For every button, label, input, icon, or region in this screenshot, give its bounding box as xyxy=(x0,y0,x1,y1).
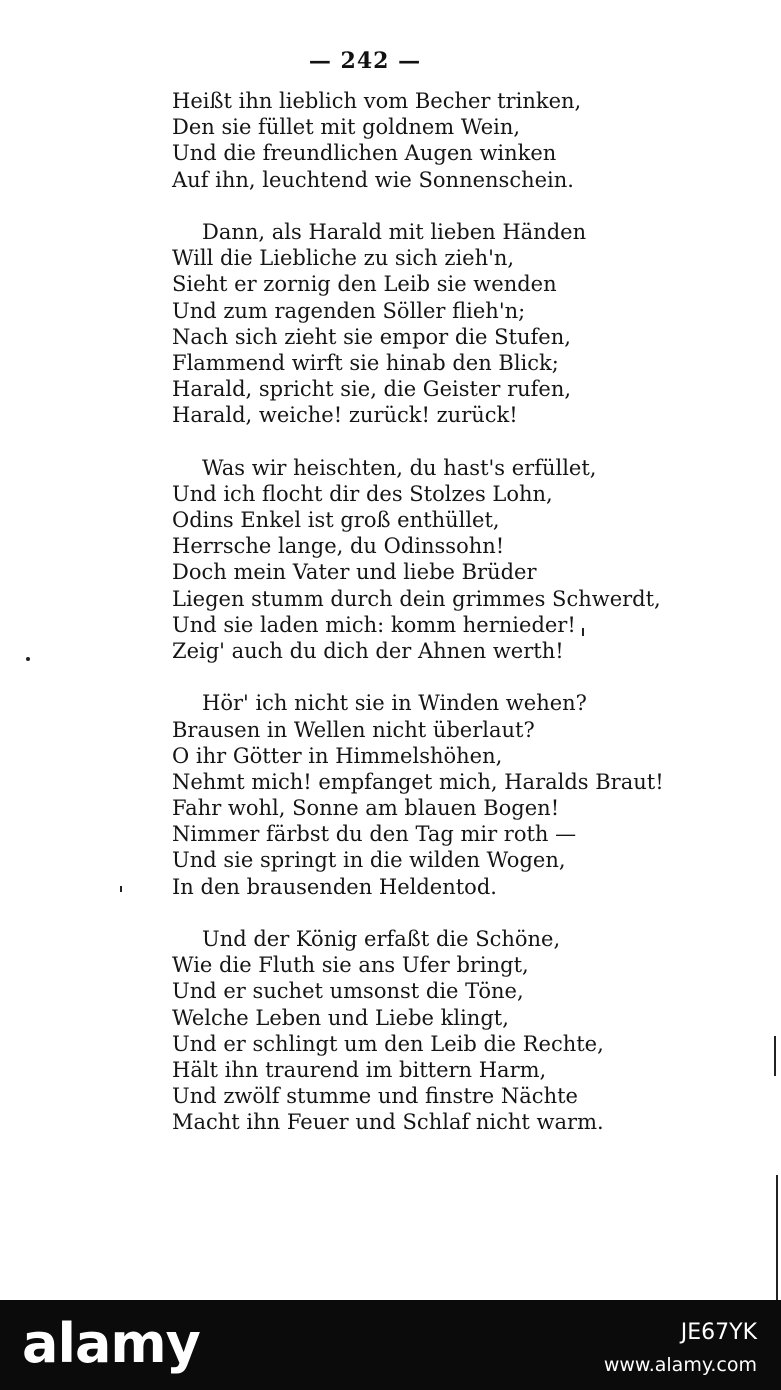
poem-line: In den brausenden Heldentod. xyxy=(172,874,497,899)
poem-line: Und sie laden mich: komm hernieder! xyxy=(172,612,576,637)
poem-line: Odins Enkel ist groß enthüllet, xyxy=(172,508,500,532)
poem-line: Flammend wirft sie hinab den Blick; xyxy=(172,350,559,375)
poem-line: Nimmer färbst du den Tag mir roth — xyxy=(172,822,577,847)
poem-line: Den sie füllet mit goldnem Wein, xyxy=(172,115,521,140)
stanza-5 xyxy=(0,926,781,1136)
poem-line: Zeig' auch du dich der Ahnen werth! xyxy=(172,638,564,663)
watermark-url: www.alamy.com xyxy=(603,1354,757,1376)
poem-line: Was wir heischten, du hast's erfüllet, xyxy=(202,455,597,480)
watermark-bar xyxy=(0,1300,781,1390)
poem-line: Und er schlingt um den Leib die Rechte, xyxy=(172,1031,604,1056)
poem-line: Wie die Fluth sie ans Ufer bringt, xyxy=(172,953,529,978)
speck-mark xyxy=(120,886,122,892)
poem-line: Hält ihn traurend im bittern Harm, xyxy=(172,1057,547,1082)
page-edge-mark xyxy=(774,1036,776,1076)
poem xyxy=(0,88,781,1162)
watermark-code: JE67YK xyxy=(680,1320,757,1345)
poem-line: Und ich flocht dir des Stolzes Lohn, xyxy=(172,481,553,506)
poem-line: Macht ihn Feuer und Schlaf nicht warm. xyxy=(172,1110,604,1135)
page-number: — 242 — xyxy=(308,48,422,74)
poem-line: Sieht er zornig den Leib sie wenden xyxy=(172,272,557,297)
poem-line: Nach sich zieht sie empor die Stufen, xyxy=(172,324,571,349)
speck-mark xyxy=(582,628,584,636)
poem-line: O ihr Götter in Himmelshöhen, xyxy=(172,743,503,768)
stanza-1 xyxy=(0,88,781,193)
poem-line: Liegen stumm durch dein grimmes Schwerdt, xyxy=(172,586,661,611)
poem-line: Nehmt mich! empfanget mich, Haralds Braut! xyxy=(172,769,664,794)
poem-line: Und sie springt in die wilden Wogen, xyxy=(172,848,566,873)
poem-line: Will die Liebliche zu sich zieh'n, xyxy=(172,246,515,271)
stanza-3 xyxy=(0,455,781,665)
poem-line: Fahr wohl, Sonne am blauen Bogen! xyxy=(172,796,560,821)
speck-mark xyxy=(26,657,30,661)
poem-line: Und zum ragenden Söller flieh'n; xyxy=(172,298,526,323)
stanza-2 xyxy=(0,219,781,429)
poem-line: Und die freundlichen Augen winken xyxy=(172,141,557,166)
poem-line: Brausen in Wellen nicht überlaut? xyxy=(172,717,535,742)
poem-line: Und zwölf stumme und finstre Nächte xyxy=(172,1084,578,1109)
poem-line: Harald, weiche! zurück! zurück! xyxy=(172,403,518,428)
poem-line: Welche Leben und Liebe klingt, xyxy=(172,1005,509,1030)
poem-line: Harald, spricht sie, die Geister rufen, xyxy=(172,377,572,402)
poem-line: Und er suchet umsonst die Töne, xyxy=(172,979,524,1004)
watermark-logo: alamy xyxy=(22,1312,200,1375)
poem-line: Doch mein Vater und liebe Brüder xyxy=(172,560,537,585)
poem-line: Hör' ich nicht sie in Winden wehen? xyxy=(202,691,587,716)
poem-line: Auf ihn, leuchtend wie Sonnenschein. xyxy=(172,167,574,192)
poem-line: Heißt ihn lieblich vom Becher trinken, xyxy=(172,89,582,113)
poem-line: Dann, als Harald mit lieben Händen xyxy=(202,219,587,244)
poem-line: Und der König erfaßt die Schöne, xyxy=(202,927,561,951)
page-edge-mark xyxy=(776,1175,778,1300)
poem-line: Herrsche lange, du Odinssohn! xyxy=(172,534,505,559)
stanza-4 xyxy=(0,690,781,900)
